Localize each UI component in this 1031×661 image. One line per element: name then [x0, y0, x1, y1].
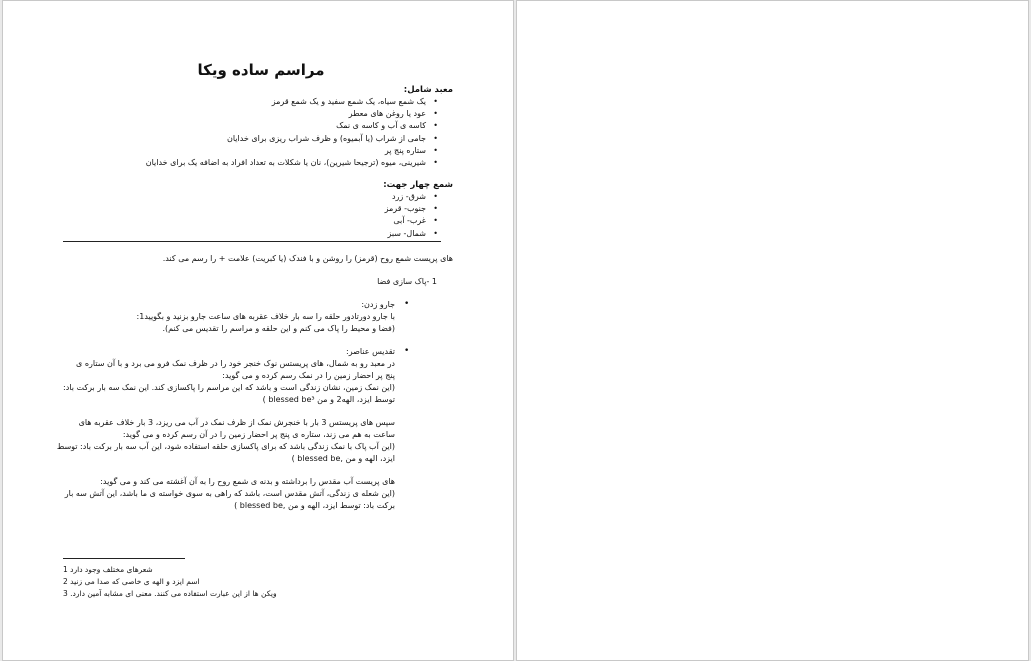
altar-list-item: • کاسه ی آب و کاسه ی نمک	[146, 120, 438, 132]
consecrate-p1-line-1: در معبد رو به شمال، های پریستس نوک خنجر خود را در ظرف نمک فرو می برد و با آن ستاره ی	[76, 359, 395, 368]
sweep-line-1: با جارو دورتادور حلقه را سه بار خلاف عقربه های ساعت جارو بزنید و بگویید1:	[136, 312, 395, 321]
document-page-1	[2, 0, 514, 661]
footnote-separator	[63, 558, 185, 559]
footnote-3: ویکن ها از این عبارت استفاده می کنند. معنی ای مشابه آمین دارد. 3	[63, 589, 277, 598]
intro-text: های پریست شمع روح (قرمز) را روشن و با فندک (یا کبریت) علامت + را رسم می کند.	[162, 254, 453, 263]
document-page-2	[516, 0, 1029, 661]
consecrate-p2-line-2: ساعت به هم می زند، ستاره ی پنج پر احضار زمین را در آن رسم کرده و می گوید:	[122, 430, 395, 439]
consecrate-p3-line-1: های پریست آب مقدس را برداشته و بدنه ی شمع روح را به آن آغشته می کند و می گوید:	[100, 477, 395, 486]
candles-list-item: • شرق- زرد	[385, 191, 438, 203]
altar-list-item: • شیرینی، میوه (ترجیحا شیرین)، نان یا شکلات به تعداد افراد به اضافه یک برای خدایان	[146, 157, 438, 169]
consecrate-p1-line-3: (این نمک زمین، نشان زندگی است و باشد که این مراسم را پاکسازی کند. این نمک سه بار برکت باد:	[63, 383, 395, 392]
horizontal-rule	[63, 241, 441, 242]
candles-list-item: • غرب- آبی	[385, 215, 438, 227]
consecrate-p1-line-4: توسط ایزد، الهه2 و من blessed be³ )	[262, 395, 395, 404]
bullet-icon: •	[404, 346, 410, 356]
sweep-title: جارو زدن:	[361, 300, 395, 309]
candles-list-item: • شمال- سبز	[385, 228, 438, 240]
consecrate-title: تقدیس عناصر:	[346, 347, 395, 356]
footnote-2: اسم ایزد و الهه ی خاصی که صدا می زنید 2	[63, 577, 200, 586]
candles-list	[385, 191, 438, 240]
candles-list-item: • جنوب- قرمز	[385, 203, 438, 215]
candles-heading: شمع چهار جهت:	[383, 180, 453, 190]
altar-list-item: • ستاره پنج پر	[146, 145, 438, 157]
consecrate-p2-line-3: (این آب پاک با نمک زندگی باشد که برای پاکسازی حلقه استفاده شود، این آب سه بار برکت باد: توسط	[56, 442, 395, 451]
altar-list-item: • جامی از شراب (یا آبمیوه) و ظرف شراب ریزی برای خدایان	[146, 133, 438, 145]
altar-heading: معبد شامل:	[403, 85, 453, 95]
altar-list	[146, 96, 438, 169]
consecrate-p2-line-4: ایزد، الهه و من ,blessed be )	[291, 454, 395, 463]
consecrate-p2-line-1: سپس های پریستس 3 بار با خنجرش نمک از ظرف نمک در آب می ریزد، 3 بار خلاف عقربه های	[78, 418, 395, 427]
step-1-heading: 1 -پاک سازی فضا	[377, 277, 437, 286]
consecrate-p1-line-2: پنج پر احضار زمین را در نمک رسم کرده و می گوید:	[222, 371, 395, 380]
altar-list-item: • عود یا روغن های معطر	[146, 108, 438, 120]
bullet-icon: •	[404, 299, 410, 309]
document-title: مراسم ساده ویکا	[197, 61, 325, 79]
sweep-line-2: (فضا و محیط را پاک می کنم و این حلقه و مراسم را تقدیس می کنم).	[162, 324, 395, 333]
footnote-1: شعرهای مختلف وجود دارد 1	[63, 565, 153, 574]
consecrate-p3-line-2: (این شعله ی زندگی، آتش مقدس است، باشد که راهی به سوی خواسته ی ما باشد، این آتش سه بار	[64, 489, 395, 498]
altar-list-item: • یک شمع سیاه، یک شمع سفید و یک شمع قرمز	[146, 96, 438, 108]
consecrate-p3-line-3: برکت باد: توسط ایزد، الهه و من ,blessed be )	[234, 501, 395, 510]
